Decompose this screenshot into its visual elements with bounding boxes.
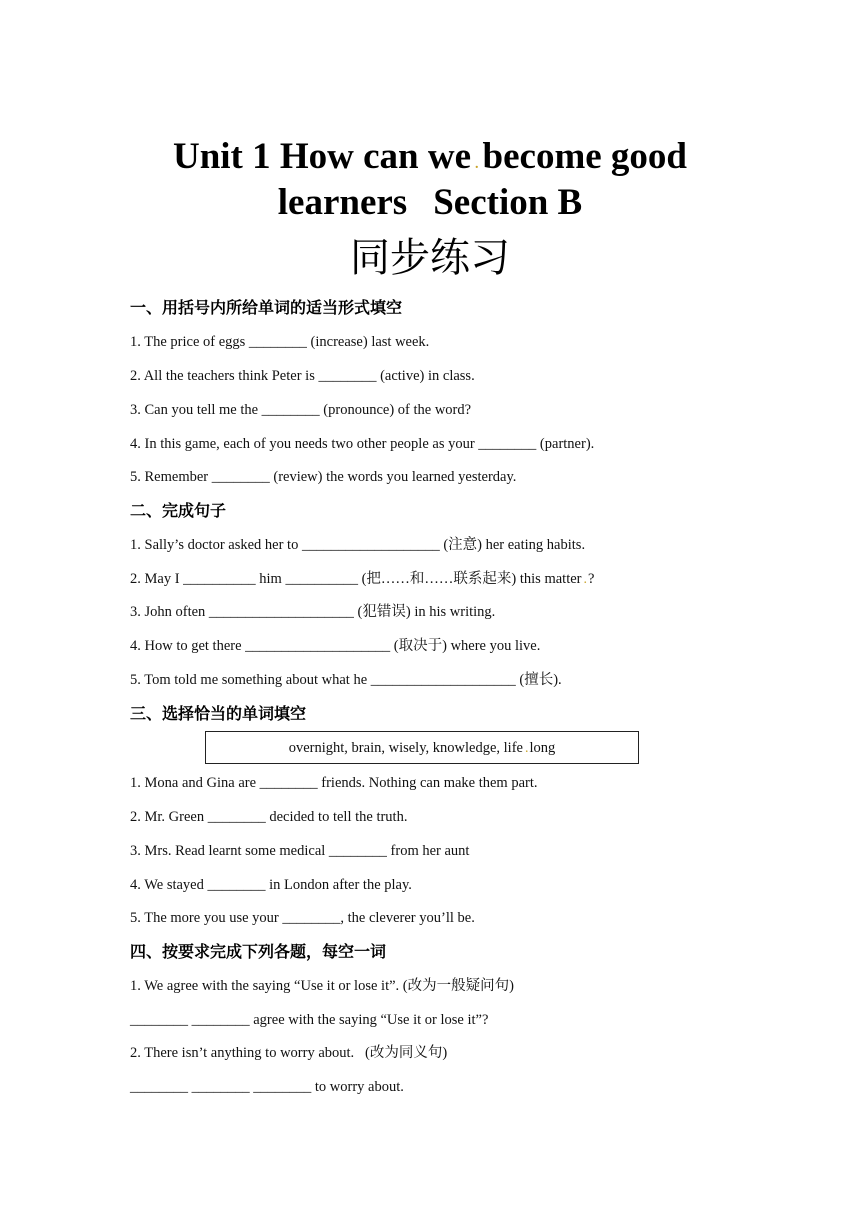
section-3-item-3: 3. Mrs. Read learnt some medical ________ from her aunt bbox=[130, 843, 470, 859]
section-3-item-5: 5. The more you use your ________, the cleverer you’ll be. bbox=[130, 910, 475, 926]
section-1-heading: 一、用括号内所给单词的适当形式填空 bbox=[130, 298, 403, 317]
word-bank-mark: . bbox=[524, 741, 529, 756]
section-4-item-1: 1. We agree with the saying “Use it or lose it”. (改为一般疑问句) bbox=[130, 978, 514, 994]
section-1-item-2: 2. All the teachers think Peter is ________ (active) in class. bbox=[130, 368, 475, 384]
word-bank-box bbox=[205, 731, 639, 764]
section-2-item-3: 3. John often ____________________ (犯错误) in his writing. bbox=[130, 604, 496, 620]
section-3-heading: 三、选择恰当的单词填空 bbox=[130, 704, 307, 723]
word-bank-text-b: long bbox=[529, 740, 556, 756]
section-2-item-2-mark: . bbox=[583, 572, 587, 587]
section-4-item-2-answer: ________ ________ ________ to worry about. bbox=[130, 1079, 404, 1095]
section-3-item-4: 4. We stayed ________ in London after the play. bbox=[130, 877, 412, 893]
title-line-1-part-a: Unit 1 How can we bbox=[172, 136, 472, 177]
section-2-item-4: 4. How to get there ____________________ (取决于) where you live. bbox=[130, 638, 541, 654]
section-4-item-2: 2. There isn’t anything to worry about. (改为同义句) bbox=[130, 1045, 448, 1061]
section-4-heading: 四、按要求完成下列各题，每空一词 bbox=[130, 942, 387, 961]
section-2-item-5: 5. Tom told me something about what he ____________________ (擅长). bbox=[130, 672, 562, 688]
section-4-item-1-answer: ________ ________ agree with the saying “Use it or lose it”? bbox=[130, 1012, 489, 1028]
title-line-2-part-a: learners bbox=[277, 182, 408, 223]
section-3-item-2: 2. Mr. Green ________ decided to tell the truth. bbox=[130, 809, 408, 825]
title-line-2 bbox=[0, 180, 860, 226]
section-1-item-1: 1. The price of eggs ________ (increase) last week. bbox=[130, 334, 430, 350]
title-line-3: 同步练习 bbox=[350, 235, 510, 281]
section-2-item-2 bbox=[130, 569, 594, 590]
section-3-item-1: 1. Mona and Gina are ________ friends. Nothing can make them part. bbox=[130, 775, 538, 791]
section-1-item-4: 4. In this game, each of you needs two other people as your ________ (partner). bbox=[130, 436, 595, 452]
title-line-2-part-b: Section B bbox=[433, 182, 583, 223]
section-1-item-3: 3. Can you tell me the ________ (pronounce) of the word? bbox=[130, 402, 472, 418]
section-1-item-5: 5. Remember ________ (review) the words you learned yesterday. bbox=[130, 469, 517, 485]
title-mark: . bbox=[475, 157, 479, 172]
section-2-heading: 二、完成句子 bbox=[130, 501, 227, 520]
section-2-item-2-tail: ? bbox=[587, 571, 595, 587]
section-2-item-2-text: 2. May I __________ him __________ (把……和……联系起来) this matter bbox=[130, 571, 582, 587]
title-line-1-part-b: become good bbox=[482, 136, 688, 177]
word-bank-text-a: overnight, brain, wisely, knowledge, life bbox=[288, 740, 523, 756]
section-2-item-1: 1. Sally’s doctor asked her to ___________________ (注意) her eating habits. bbox=[130, 537, 586, 553]
